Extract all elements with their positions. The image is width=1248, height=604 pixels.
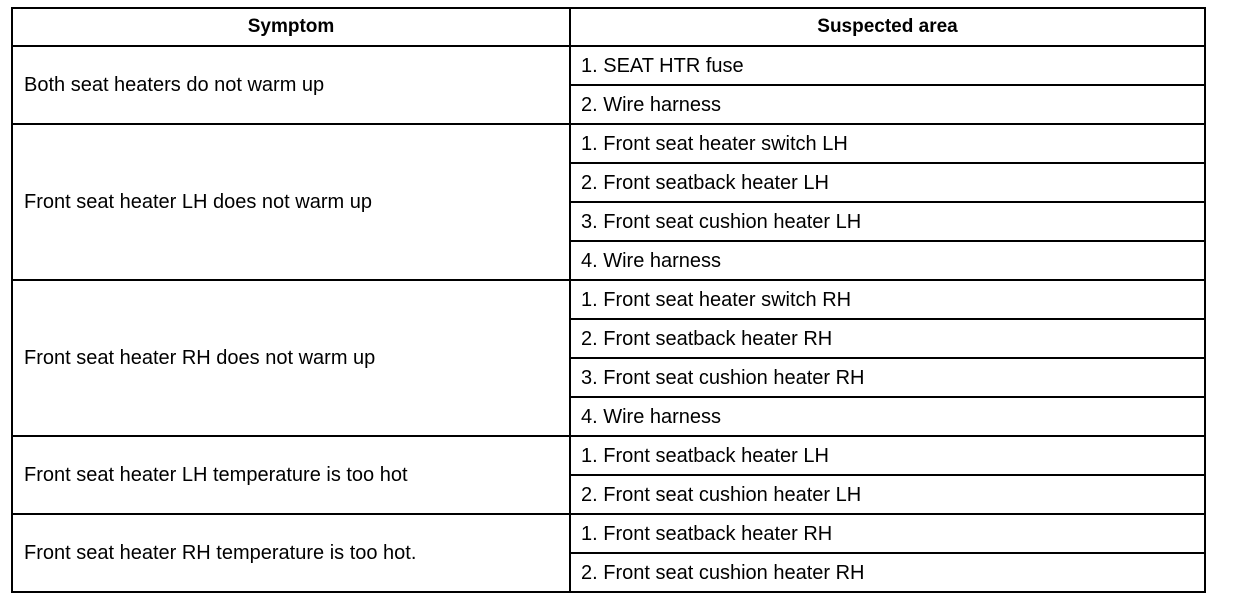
symptom-cell: Front seat heater RH does not warm up — [12, 280, 570, 436]
symptom-cell: Front seat heater LH does not warm up — [12, 124, 570, 280]
suspected-area-cell: 1. Front seatback heater RH — [570, 514, 1205, 553]
suspected-area-cell: 3. Front seat cushion heater LH — [570, 202, 1205, 241]
suspected-area-cell: 3. Front seat cushion heater RH — [570, 358, 1205, 397]
suspected-area-cell: 1. Front seat heater switch RH — [570, 280, 1205, 319]
symptom-cell: Both seat heaters do not warm up — [12, 46, 570, 124]
troubleshooting-table — [11, 7, 1206, 593]
suspected-area-cell: 2. Front seatback heater LH — [570, 163, 1205, 202]
table-row — [12, 46, 1205, 85]
suspected-area-cell: 2. Front seatback heater RH — [570, 319, 1205, 358]
table-row — [12, 514, 1205, 553]
suspected-area-cell: 1. Front seat heater switch LH — [570, 124, 1205, 163]
table-row — [12, 124, 1205, 163]
suspected-area-cell: 2. Wire harness — [570, 85, 1205, 124]
header-suspected-area: Suspected area — [570, 8, 1205, 46]
table-row — [12, 280, 1205, 319]
symptom-cell: Front seat heater RH temperature is too hot. — [12, 514, 570, 592]
suspected-area-cell: 2. Front seat cushion heater RH — [570, 553, 1205, 592]
header-row — [12, 8, 1205, 46]
suspected-area-cell: 1. SEAT HTR fuse — [570, 46, 1205, 85]
suspected-area-cell: 4. Wire harness — [570, 397, 1205, 436]
header-symptom: Symptom — [12, 8, 570, 46]
symptom-cell: Front seat heater LH temperature is too hot — [12, 436, 570, 514]
table-row — [12, 436, 1205, 475]
suspected-area-cell: 4. Wire harness — [570, 241, 1205, 280]
suspected-area-cell: 2. Front seat cushion heater LH — [570, 475, 1205, 514]
suspected-area-cell: 1. Front seatback heater LH — [570, 436, 1205, 475]
